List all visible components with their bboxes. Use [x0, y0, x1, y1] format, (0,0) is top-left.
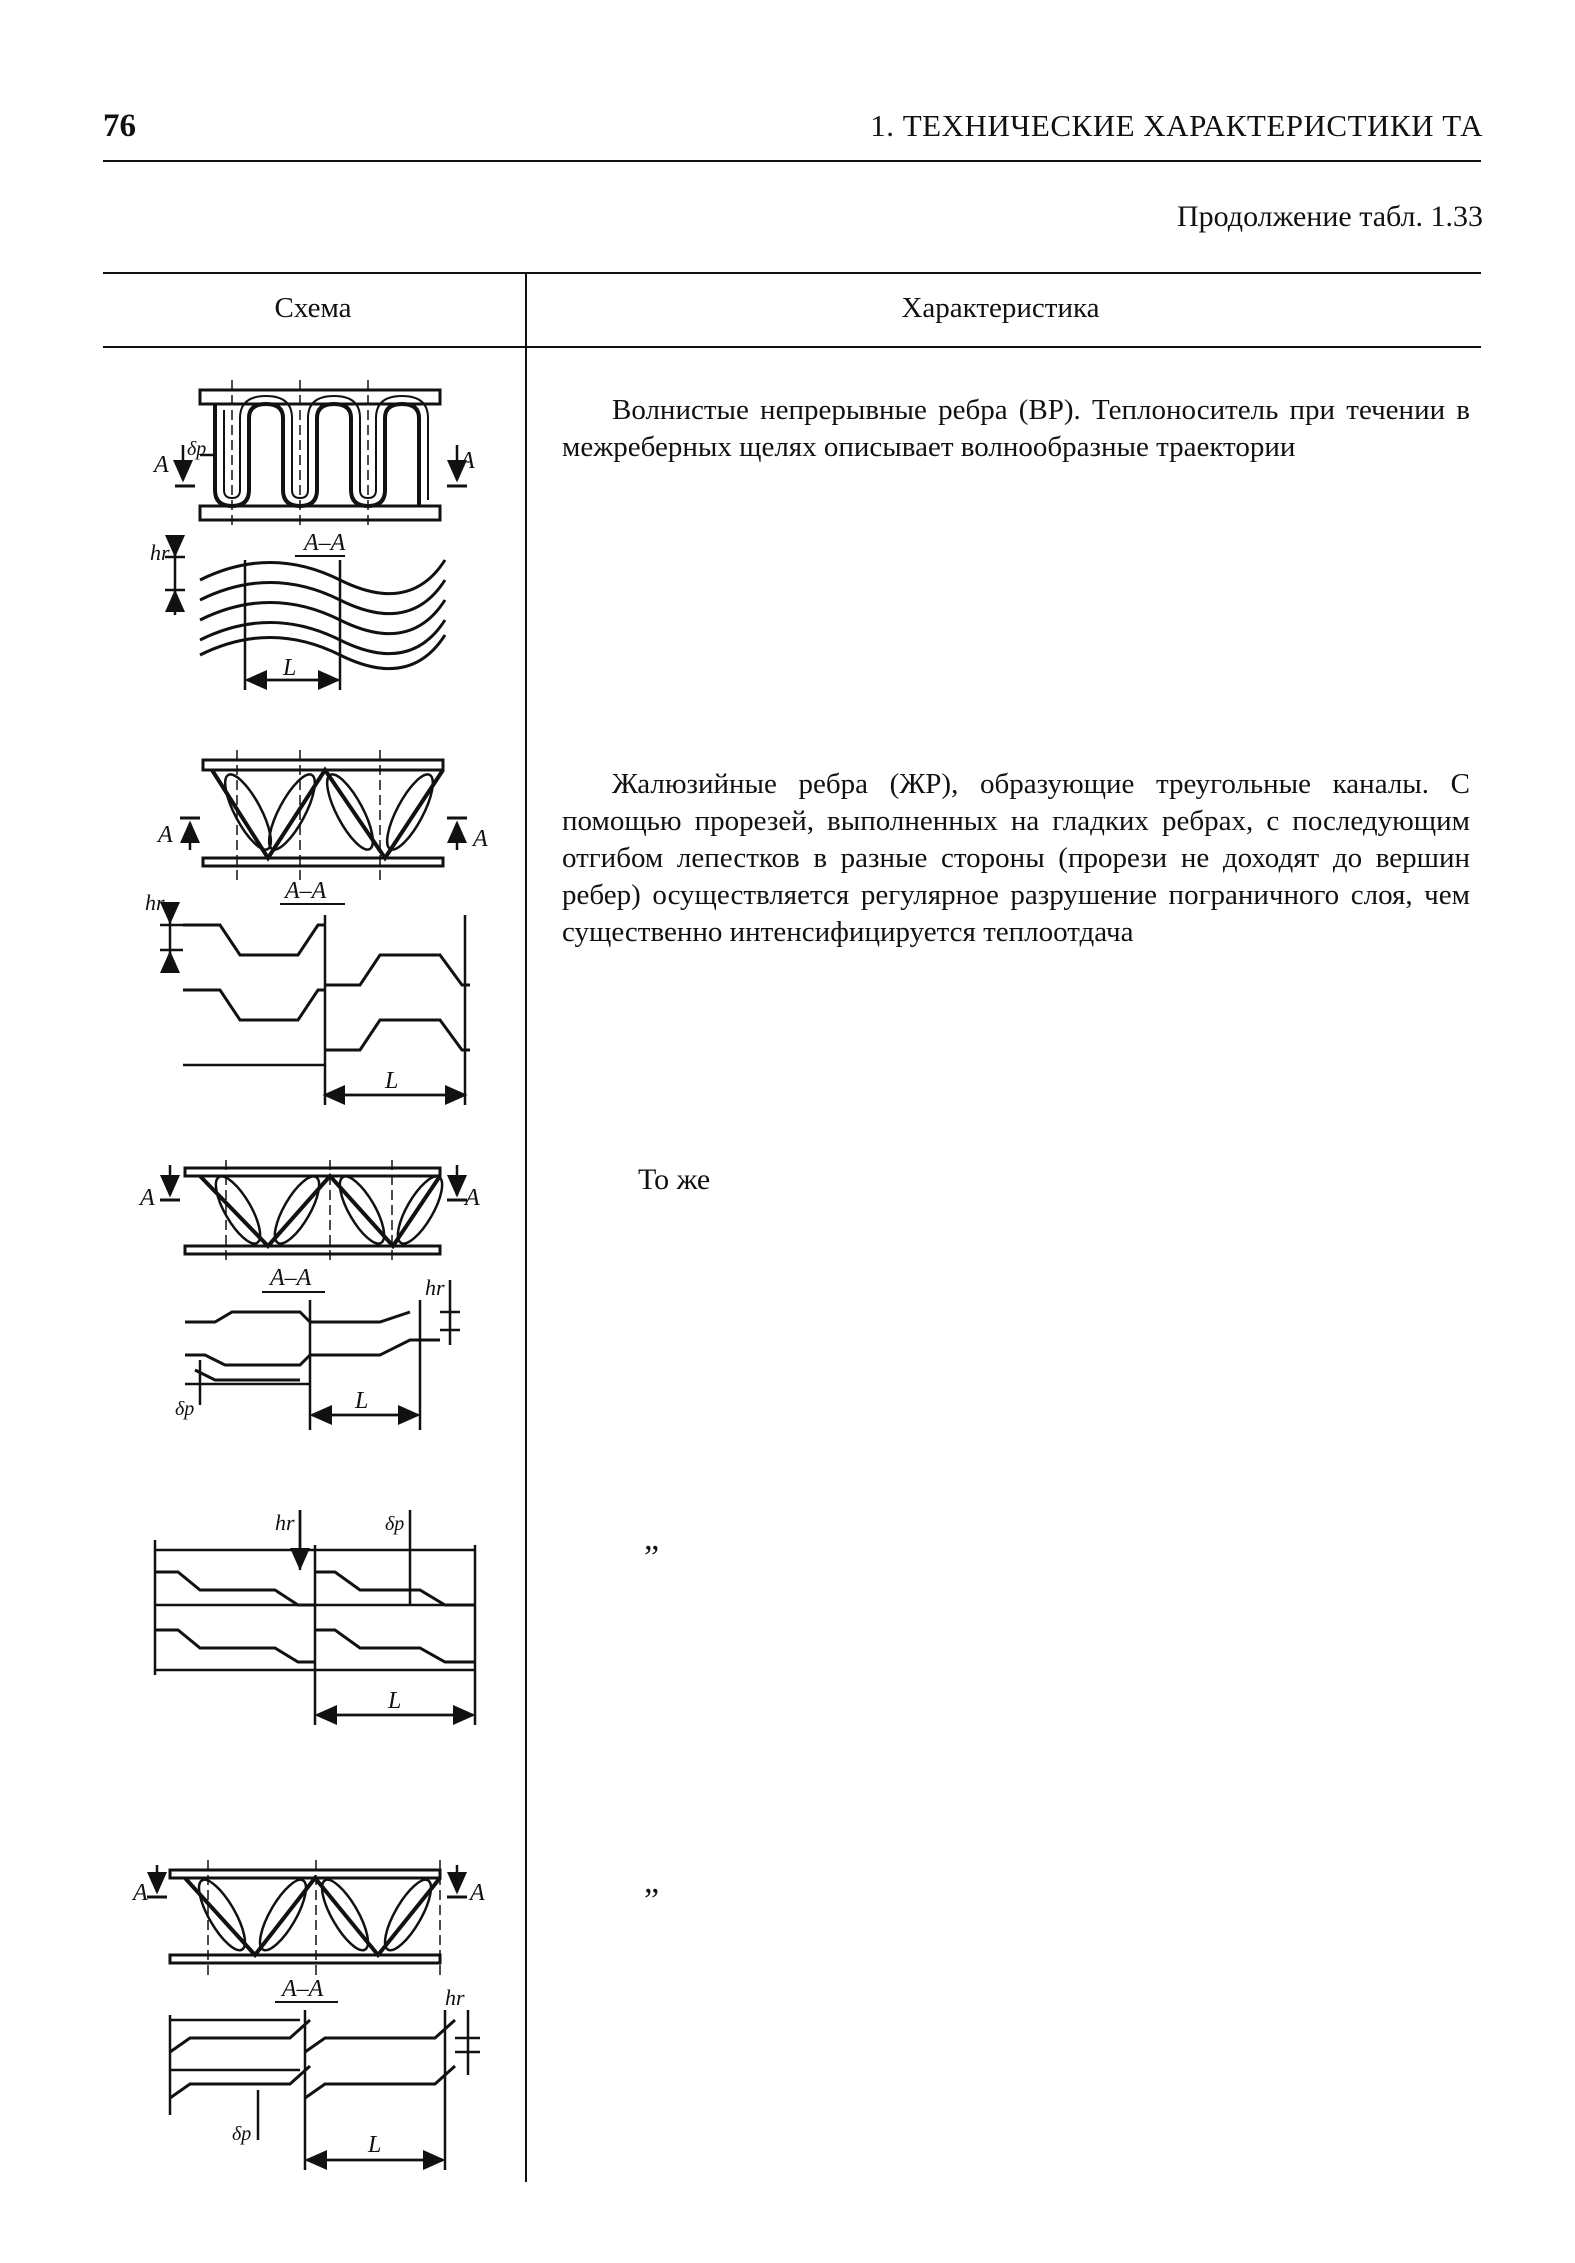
section-arrow-label-right: A	[460, 448, 475, 474]
page-number: 76	[103, 108, 136, 144]
length-label: L	[388, 1688, 402, 1714]
row-2-characteristic: Жалюзийные ребра (ЖР), образующие треугольные каналы. С помощью прорезей, выполненных на гладких ребрах, с последующим отгибом лепестков в разные стороны (прорези не доходят до вершин ребер) осуществляется регулярное разрушение пограничного слоя, чем существенно интенсифицируется теплоотдача	[562, 768, 1470, 948]
height-label: hr	[150, 540, 170, 565]
scheme-3-louvered-fins	[160, 1160, 467, 1430]
length-label: L	[385, 1068, 399, 1094]
scheme-4-offset-louvers	[155, 1510, 475, 1725]
section-label: A–A	[282, 1976, 324, 2002]
section-label: A–A	[270, 1265, 312, 1291]
section-arrow-label-right: A	[470, 1880, 485, 1906]
section-arrow-label-left: A	[140, 1185, 155, 1211]
height-label: hr	[275, 1510, 295, 1535]
height-label: hr	[445, 1985, 465, 2010]
section-arrow-label-left: A	[158, 822, 173, 848]
section-arrow-label-right: A	[473, 826, 488, 852]
section-arrow-label-right: A	[465, 1185, 480, 1211]
row-4-characteristic: ”	[644, 1539, 660, 1576]
running-header: 1. ТЕХНИЧЕСКИЕ ХАРАКТЕРИСТИКИ ТА	[870, 108, 1483, 143]
thickness-label: δр	[232, 2123, 252, 2145]
length-label: L	[368, 2132, 382, 2158]
length-label: L	[355, 1388, 369, 1414]
column-header-schema: Схема	[274, 292, 352, 324]
row-1-characteristic: Волнистые непрерывные ребра (ВР). Теплоноситель при течении в межреберных щелях описывает волнообразные траектории	[562, 394, 1470, 463]
scheme-5-louvered-fins	[147, 1860, 480, 2170]
height-label: hr	[425, 1275, 445, 1300]
column-header-characteristic: Характеристика	[901, 292, 1100, 324]
height-label: hr	[145, 890, 165, 915]
section-label: A–A	[304, 530, 346, 556]
section-label: A–A	[285, 878, 327, 904]
row-3-characteristic: То же	[638, 1163, 711, 1196]
section-arrow-label-left: A	[133, 1880, 148, 1906]
scheme-2-labels	[145, 822, 488, 1094]
thickness-label: δр	[187, 438, 207, 460]
scheme-4-labels	[275, 1510, 404, 1714]
length-label: L	[283, 655, 297, 681]
thickness-label: δр	[175, 1398, 195, 1420]
thickness-label: δр	[385, 1513, 405, 1535]
scheme-2-louvered-fins	[160, 750, 470, 1105]
section-arrow-label-left: A	[154, 452, 169, 478]
table-caption: Продолжение табл. 1.33	[1177, 200, 1483, 233]
row-5-characteristic: ”	[644, 1882, 660, 1919]
